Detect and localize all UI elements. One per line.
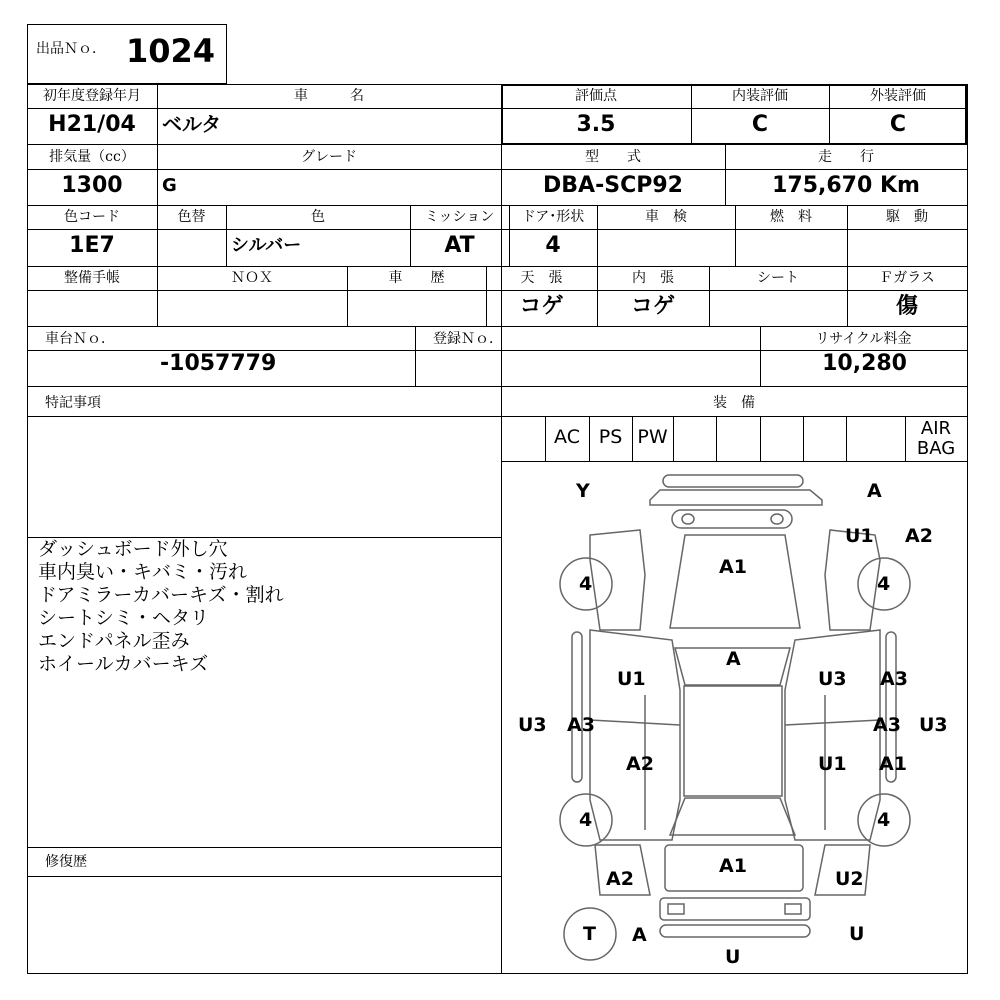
color-code-value: 1E7 bbox=[69, 233, 115, 258]
damage-mark: A1 bbox=[879, 753, 907, 775]
grade-value: G bbox=[162, 175, 177, 196]
fuel-label: 燃 料 bbox=[770, 209, 812, 225]
color-label: 色 bbox=[311, 209, 325, 225]
interior-trim-value: コゲ bbox=[630, 294, 675, 319]
recycle-fee-label: リサイクル料金 bbox=[815, 331, 912, 347]
damage-mark: U3 bbox=[818, 668, 847, 690]
mileage-label: 走 行 bbox=[818, 149, 874, 165]
interior-grade-label: 内装評価 bbox=[732, 88, 788, 104]
seat-label: シート bbox=[757, 270, 799, 286]
damage-mark: A bbox=[632, 924, 647, 946]
doors-label: ドア･形状 bbox=[521, 209, 585, 225]
reg-no-label: 登録Ｎｏ． bbox=[433, 331, 503, 347]
f-glass-label: Ｆガラス bbox=[879, 270, 935, 286]
damage-mark: U bbox=[849, 923, 865, 945]
damage-mark: U1 bbox=[617, 668, 646, 690]
color-code-label: 色コード bbox=[64, 209, 120, 225]
remarks-label: 特記事項 bbox=[45, 395, 101, 411]
remark-line: ホイールカバーキズ bbox=[38, 653, 209, 675]
equipment-cell bbox=[673, 416, 717, 462]
first-reg-label: 初年度登録年月 bbox=[43, 88, 141, 104]
damage-mark: A3 bbox=[567, 714, 595, 736]
spare-tire-mark: T bbox=[583, 923, 596, 945]
color-change-label: 色替 bbox=[177, 209, 206, 225]
exterior-grade-value: C bbox=[889, 112, 907, 137]
model-value: DBA-SCP92 bbox=[543, 173, 683, 198]
damage-mark: A bbox=[867, 480, 882, 502]
service-book-label: 整備手帳 bbox=[64, 270, 120, 286]
color-value: シルバー bbox=[231, 235, 302, 256]
model-label: 型 式 bbox=[585, 149, 641, 165]
equipment-label: 装 備 bbox=[713, 395, 755, 411]
damage-mark: A2 bbox=[606, 868, 634, 890]
chassis-no-value: -1057779 bbox=[160, 351, 277, 376]
score-value: 3.5 bbox=[576, 112, 616, 137]
doors-value: 4 bbox=[545, 233, 561, 258]
equipment-cell bbox=[716, 416, 761, 462]
chassis-no-label: 車台Ｎｏ． bbox=[45, 331, 115, 347]
history-label: 車 歴 bbox=[388, 270, 445, 286]
damage-mark: U1 bbox=[845, 525, 874, 547]
score-label: 評価点 bbox=[575, 88, 617, 104]
nox-label: ＮＯＸ bbox=[231, 270, 273, 286]
headliner-label: 天 張 bbox=[520, 270, 563, 286]
f-glass-value: 傷 bbox=[895, 294, 918, 319]
lot-number: 1024 bbox=[126, 32, 216, 70]
exterior-grade-label: 外装評価 bbox=[870, 88, 926, 104]
equipment-cell bbox=[846, 416, 906, 462]
remark-line: シートシミ・ヘタリ bbox=[38, 607, 210, 629]
damage-mark: A1 bbox=[719, 855, 747, 877]
damage-mark: U1 bbox=[818, 753, 847, 775]
damage-mark: U2 bbox=[835, 868, 864, 890]
repair-history-label: 修復歴 bbox=[45, 854, 87, 870]
equipment-item: PS bbox=[598, 426, 623, 448]
transmission-label: ミッション bbox=[424, 209, 495, 225]
lot-number-label: 出品Ｎｏ． bbox=[36, 41, 106, 57]
car-name-label: 車 名 bbox=[294, 88, 364, 104]
equipment-item: AC bbox=[554, 426, 580, 448]
damage-mark: A3 bbox=[873, 714, 901, 736]
remark-line: ダッシュボード外し穴 bbox=[38, 538, 228, 560]
first-reg-value: H21/04 bbox=[48, 112, 136, 137]
equipment-cell bbox=[501, 416, 546, 462]
damage-mark: A1 bbox=[719, 556, 747, 578]
grade-label: グレード bbox=[301, 149, 357, 165]
mileage-value: 175,670 Km bbox=[772, 173, 920, 198]
car-name-value: ベルタ bbox=[162, 112, 222, 136]
recycle-fee-value: 10,280 bbox=[822, 351, 907, 376]
equipment-item: AIR BAG bbox=[916, 418, 956, 459]
inspection-label: 車 検 bbox=[645, 209, 687, 225]
damage-mark: U3 bbox=[919, 714, 948, 736]
drive-label: 駆 動 bbox=[886, 209, 928, 225]
displacement-value: 1300 bbox=[61, 173, 123, 198]
tire-grade: 4 bbox=[877, 573, 891, 595]
damage-mark: U bbox=[725, 946, 741, 968]
transmission-value: AT bbox=[444, 233, 475, 258]
damage-mark: U3 bbox=[518, 714, 547, 736]
damage-mark: A bbox=[726, 648, 741, 670]
damage-mark: A3 bbox=[880, 668, 908, 690]
tire-grade: 4 bbox=[579, 809, 593, 831]
remark-line: ドアミラーカバーキズ・割れ bbox=[38, 584, 284, 606]
interior-grade-value: C bbox=[751, 112, 769, 137]
tire-grade: 4 bbox=[877, 809, 891, 831]
damage-mark: Y bbox=[576, 480, 590, 502]
damage-mark: A2 bbox=[905, 525, 933, 547]
interior-trim-label: 内 張 bbox=[632, 270, 674, 286]
equipment-cell bbox=[760, 416, 804, 462]
headliner-value: コゲ bbox=[519, 294, 564, 319]
remark-line: エンドパネル歪み bbox=[38, 630, 190, 652]
tire-grade: 4 bbox=[579, 573, 593, 595]
displacement-label: 排気量（cc） bbox=[49, 149, 135, 165]
equipment-cell bbox=[803, 416, 847, 462]
remark-line: 車内臭い・キバミ・汚れ bbox=[38, 561, 248, 583]
equipment-item: PW bbox=[637, 426, 668, 448]
damage-mark: A2 bbox=[626, 753, 654, 775]
